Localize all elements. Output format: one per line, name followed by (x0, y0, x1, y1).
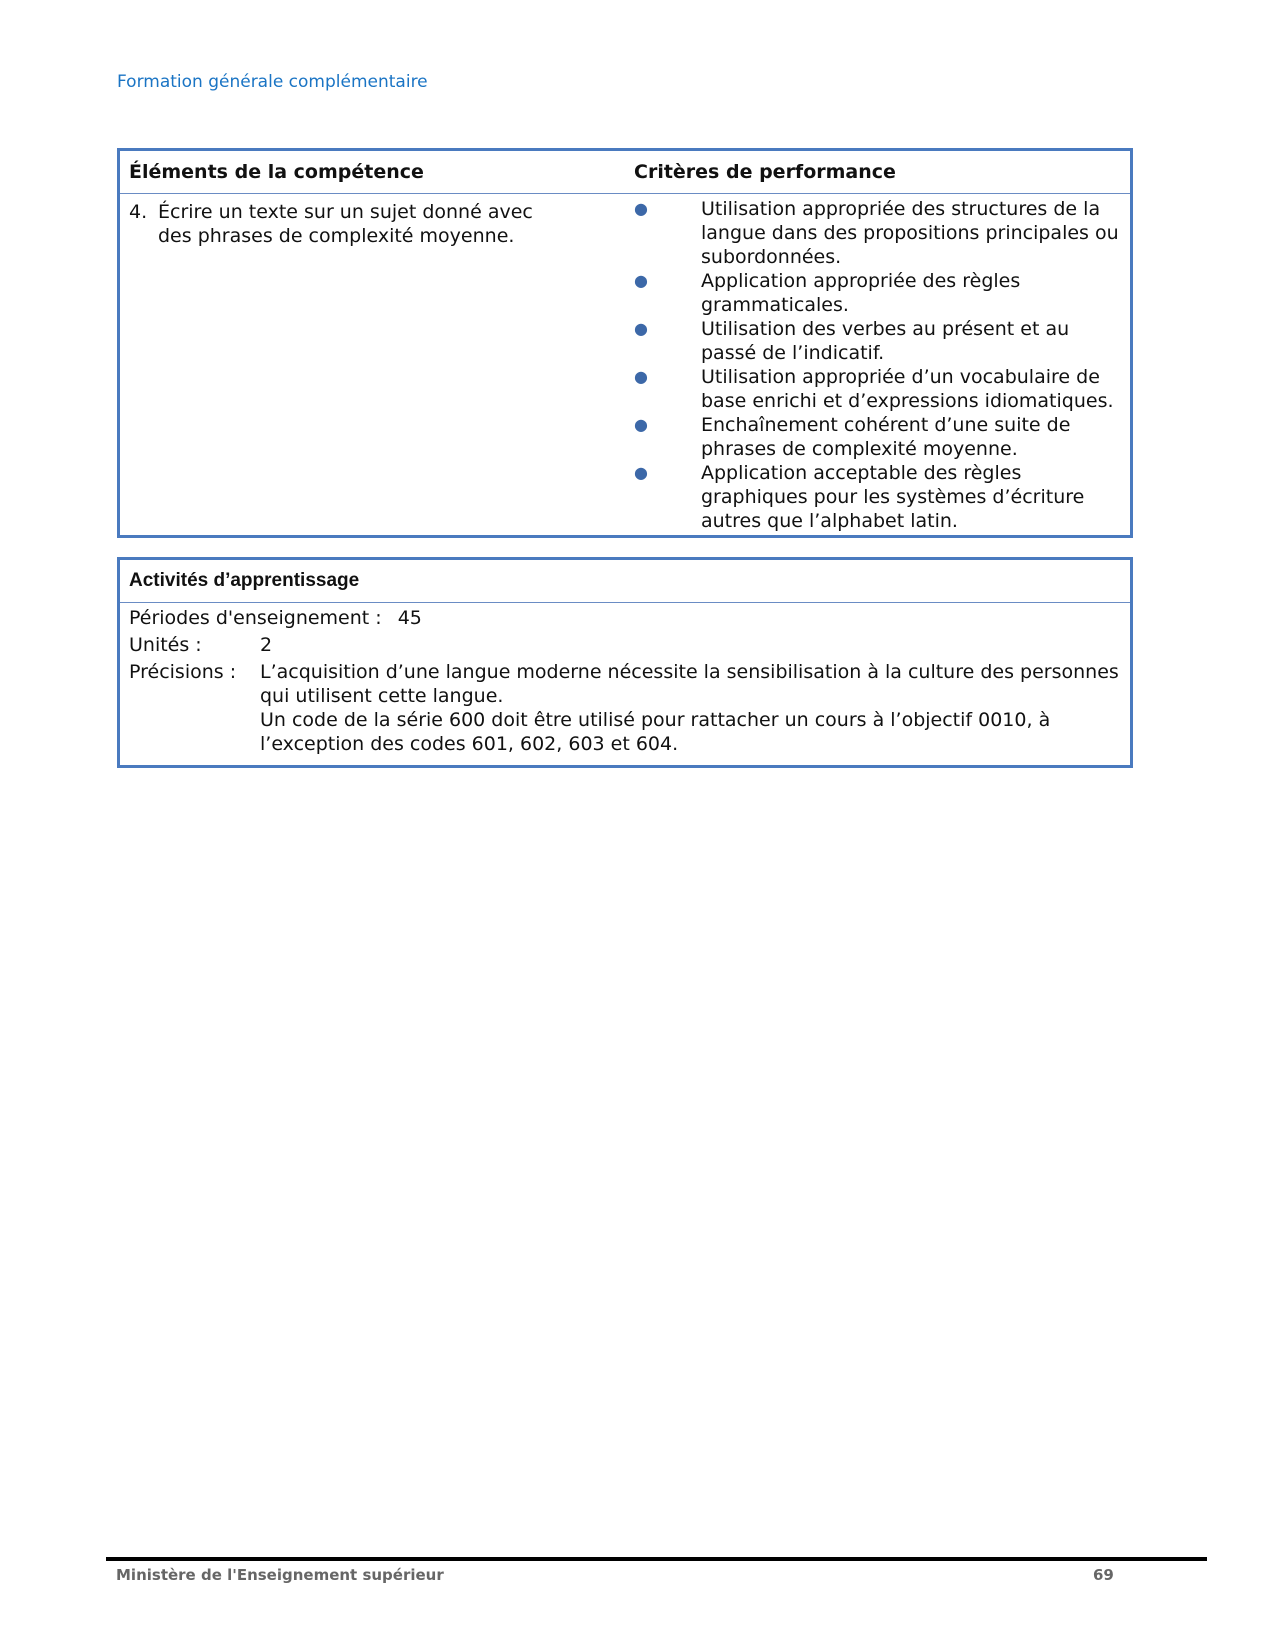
units-value: 2 (260, 634, 273, 656)
bullet-icon: ● (634, 271, 648, 290)
units-row (129, 633, 1122, 657)
bullet-icon: ● (634, 319, 648, 338)
element-number: 4. (129, 201, 148, 223)
col-header-elements: Éléments de la compétence (129, 161, 424, 183)
precisions-label: Précisions : (129, 661, 237, 683)
col-header-criteria: Critères de performance (634, 161, 896, 183)
bullet-icon: ● (634, 463, 648, 482)
criterion-item: ● Utilisation appropriée des structures de la langue dans des propositions principales ou subordonnées. (634, 198, 1119, 268)
bullet-icon: ● (634, 199, 648, 218)
bullet-icon: ● (634, 415, 648, 434)
criteria-list (634, 197, 1122, 533)
bullet-icon: ● (634, 367, 648, 386)
precision-text: Un code de la série 600 doit être utilisé pour rattacher un cours à l’objectif 0010, à l’exception des codes 601, 602, 603 et 604. (260, 709, 1051, 755)
periods-row (129, 606, 1122, 630)
running-title: Formation générale complémentaire (117, 72, 428, 92)
criterion-item: ● Enchaînement cohérent d’une suite de phrases de complexité moyenne. (634, 414, 1071, 460)
activities-header: Activités d’apprentissage (120, 560, 1130, 603)
periods-value: 45 (397, 607, 422, 629)
footer-divider (106, 1557, 1207, 1561)
page-number: 69 (1093, 1566, 1114, 1584)
units-label: Unités : (129, 634, 202, 656)
element-text: Écrire un texte sur un sujet donné avec des phrases de complexité moyenne. (158, 201, 533, 247)
criterion-item: ● Application acceptable des règles graphiques pour les systèmes d’écriture autres que l’alphabet latin. (634, 462, 1085, 532)
footer-ministry: Ministère de l'Enseignement supérieur (116, 1566, 444, 1584)
criterion-item: ● Utilisation appropriée d’un vocabulaire de base enrichi et d’expressions idiomatiques. (634, 366, 1114, 412)
periods-label: Périodes d'enseignement : (129, 607, 382, 629)
precision-text: L’acquisition d’une langue moderne nécessite la sensibilisation à la culture des personnes qui utilisent cette langue. (260, 661, 1119, 707)
competence-table (117, 148, 1133, 538)
competence-element (120, 194, 634, 535)
competence-table-header (120, 151, 1130, 194)
activities-table (117, 557, 1133, 768)
criterion-item: ● Application appropriée des règles grammaticales. (634, 270, 1021, 316)
criterion-item: ● Utilisation des verbes au présent et au passé de l’indicatif. (634, 318, 1070, 364)
precisions-row (129, 660, 1122, 756)
